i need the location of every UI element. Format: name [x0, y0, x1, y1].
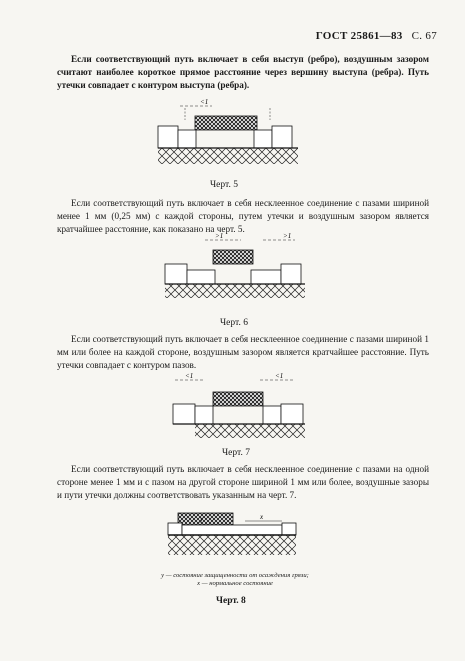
paragraph-1: Если соответствующий путь включает в себя выступ (ребро), воздушным зазором считают наиболее короткое прямое расстояние через вершину выступа (ребра). Путь утечки совпадает с контуром выступа (ребра). [57, 54, 429, 90]
figure-6-label-left: >1 [215, 232, 224, 240]
figure-8-legend: y — состояние защищенности от осаждения грязи; x — нормальное состояние [161, 572, 309, 587]
figure-5-label: <1 [200, 98, 209, 106]
standard-number: ГОСТ 25861—83 [315, 30, 403, 42]
figure-8-label-y: y [200, 515, 204, 523]
paragraph-3: Если соответствующий путь включает в себя несклеенное соединение с пазами шириной 1 мм или более на каждой стороне, воздушным зазором является кратчайшее расстояние. Путь утечки совпадает с контуром пазов. [57, 334, 429, 370]
figure-7-drawing [165, 370, 315, 440]
figure-5-drawing [150, 96, 310, 168]
figure-6-drawing [155, 230, 315, 302]
figure-6-caption: Черт. 6 [220, 318, 248, 328]
figure-6-label-right: >1 [283, 232, 292, 240]
page-header [316, 30, 437, 42]
figure-7-label-left: <1 [185, 372, 194, 380]
figure-8-label-x: x [260, 513, 264, 521]
figure-8-caption: Черт. 8 [216, 596, 246, 606]
figure-8-drawing [160, 505, 310, 565]
page-number: С. 67 [411, 30, 437, 42]
paragraph-4: Если соответствующий путь включает в себя несклеенное соединение с пазами на одной стороне менее 1 мм и с пазом на другой стороне шириной 1 мм или более, воздушные зазоры и пути утечки должны соответствовать указанным на черт. 7. [57, 464, 429, 500]
paragraph-2: Если соответствующий путь включает в себя несклеенное соединение с пазами шириной менее 1 мм (0,25 мм) с каждой стороны, путем утечки и воздушным зазором является кратчайшее расстояние, как показано на черт. 5. [57, 198, 429, 234]
figure-7-label-right: <1 [275, 372, 284, 380]
figure-5-caption: Черт. 5 [210, 180, 238, 190]
figure-7-caption: Черт. 7 [222, 448, 250, 458]
